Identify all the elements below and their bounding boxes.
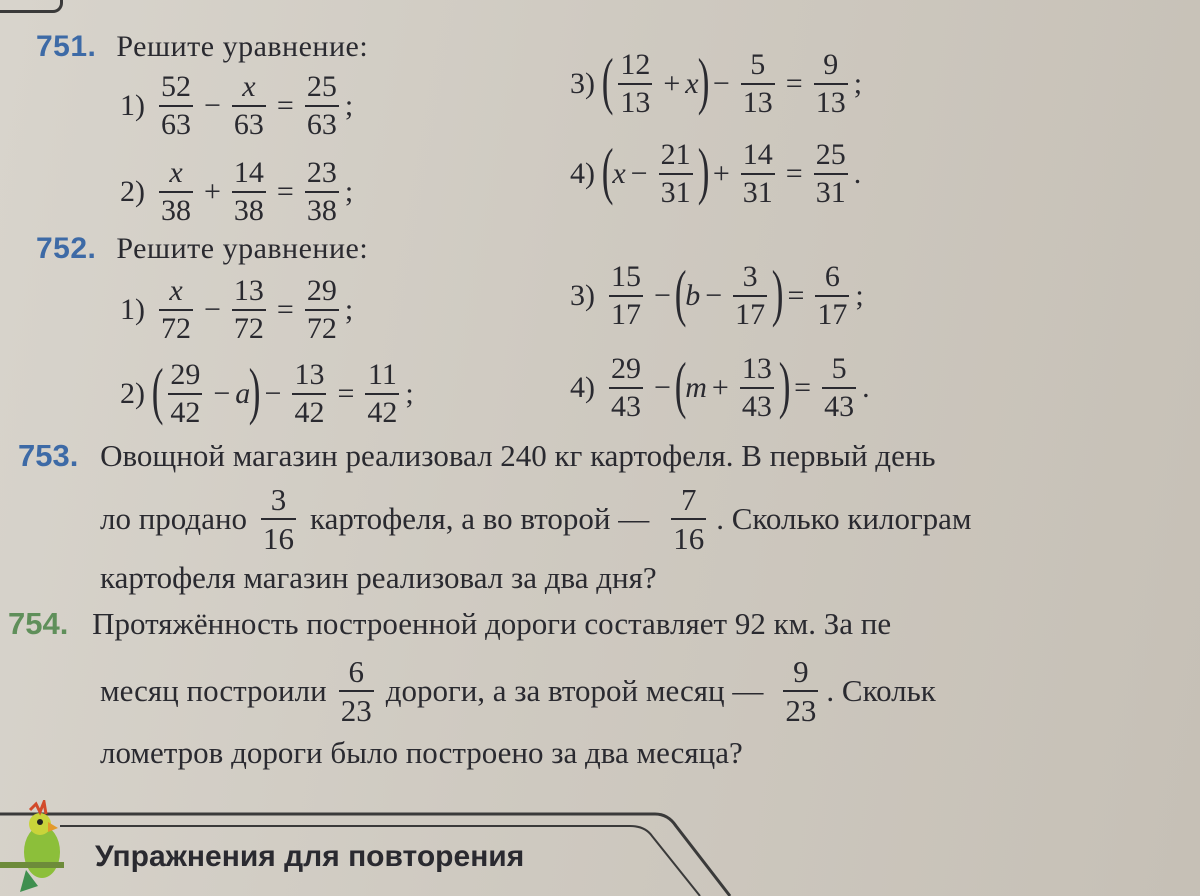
eq-752-1 [120,276,353,344]
exercise-751-header [36,30,368,64]
equals: = [276,89,294,122]
problem-text: . Сколько килограм [716,501,972,536]
problem-text: Овощной магазин реализовал 240 кг картофеля. В первый день [100,438,936,473]
operator: + [711,371,729,404]
right-paren: ) [697,45,710,116]
problem-text: Протяжённость построенной дороги составляет 92 км. За пе [92,606,892,641]
problem-text: . Скольк [826,673,936,708]
exercise-number: 751. [36,30,97,63]
exercise-754-line2 [100,656,936,726]
eq-label: 2) [120,377,145,410]
terminator: . [853,157,862,190]
problem-text: дороги, а за второй месяц — [385,673,764,708]
right-paren: ) [697,135,710,206]
left-paren: ( [601,135,614,206]
fraction: $\frac{14}{38}$ [233,156,264,227]
fraction: $\frac{13}{72}$ [233,274,264,345]
operator: + [663,67,681,100]
terminator: ; [855,279,864,312]
right-paren: ) [771,257,784,328]
problem-text: картофеля магазин реализовал за два дня? [100,560,657,595]
equals: = [785,67,803,100]
eq-752-3 [570,257,864,331]
equals: = [337,377,355,410]
fraction: $\frac{3}{17}$ [735,260,766,331]
fraction: $\frac{9}{23}$ [785,654,817,728]
terminator: ; [853,67,863,100]
fraction: $\frac{11}{42}$ [367,358,398,429]
fraction: $\frac{25}{63}$ [306,70,337,141]
eq-751-3 [570,45,863,119]
terminator: ; [405,377,414,410]
problem-text: лометров дороги было построено за два месяца? [100,735,743,770]
fraction: $\frac{29}{42}$ [170,358,201,429]
fraction: $\frac{13}{42}$ [294,358,325,429]
operator: − [204,89,221,122]
fraction: $\frac{3}{16}$ [263,482,295,556]
eq-752-4 [570,349,870,423]
variable: m [685,371,707,404]
eq-label: 1) [120,293,145,326]
right-paren: ) [249,355,261,426]
exercise-number: 752. [36,232,97,265]
operator: − [705,279,723,312]
operator: − [213,377,231,410]
eq-751-2 [120,158,353,226]
fraction: $\frac{14}{31}$ [742,138,773,209]
fraction: $\frac{6}{17}$ [817,260,848,331]
operator: − [654,279,671,312]
exercise-753-line2 [100,484,972,554]
exercise-title: Решите уравнение: [116,30,369,63]
fraction: $\frac{5}{43}$ [824,352,855,423]
variable: a [235,377,251,410]
fraction: $\frac{x}{63}$ [233,70,264,141]
terminator: ; [344,175,354,208]
problem-text: месяц построили [100,673,327,708]
terminator: ; [344,293,354,326]
eq-label: 1) [120,89,145,122]
problem-text: картофеля, а во второй — [310,501,650,536]
top-corner-rule [0,0,63,13]
exercise-754-line3 [100,735,743,771]
operator: − [654,371,671,404]
eq-751-1 [120,72,353,140]
exercise-754-line1 [8,606,891,642]
fraction: $\frac{52}{63}$ [161,70,191,141]
exercise-number: 754. [8,606,69,641]
fraction: $\frac{29}{43}$ [611,352,641,423]
left-paren: ( [674,349,687,420]
equals: = [276,175,294,208]
fraction: $\frac{x}{72}$ [161,274,191,345]
fraction: $\frac{13}{43}$ [741,352,772,423]
fraction: $\frac{5}{13}$ [742,48,773,119]
equals: = [276,293,294,326]
fraction: $\frac{15}{17}$ [611,260,641,331]
operator: − [630,157,648,190]
eq-label: 4) [570,371,595,404]
problem-text: ло продано [100,501,248,536]
right-paren: ) [778,349,791,420]
variable: b [685,279,701,312]
variable: x [685,67,699,100]
operator: + [712,157,730,190]
eq-label: 3) [570,279,595,312]
fraction: $\frac{12}{13}$ [620,48,651,119]
terminator: . [862,371,870,404]
operator: − [712,67,730,100]
exercise-752-header [36,232,368,266]
fraction: $\frac{7}{16}$ [673,482,705,556]
fraction: $\frac{25}{31}$ [815,138,846,209]
exercise-title: Решите уравнение: [116,232,369,265]
variable: x [612,157,626,190]
fraction: $\frac{21}{31}$ [660,138,691,209]
operator: + [204,175,221,208]
terminator: ; [344,89,354,122]
fraction: $\frac{9}{13}$ [815,48,846,119]
eq-label: 2) [120,175,145,208]
operator: − [264,377,282,410]
equals: = [794,371,812,404]
fraction: $\frac{23}{38}$ [306,156,337,227]
left-paren: ( [674,257,687,328]
left-paren: ( [151,355,164,426]
section-title: Упражнения для повторения [95,840,525,873]
equals: = [785,157,803,190]
eq-label: 4) [570,157,595,190]
exercise-number: 753. [18,438,79,473]
fraction: $\frac{6}{23}$ [340,654,372,728]
eq-751-4 [570,135,862,209]
eq-label: 3) [570,67,595,100]
equals: = [787,279,805,312]
fraction: $\frac{29}{72}$ [306,274,337,345]
eq-752-2 [120,355,414,429]
left-paren: ( [601,45,614,116]
exercise-753-line3 [100,560,657,596]
exercise-753-line1 [18,438,936,474]
operator: − [204,293,221,326]
fraction: $\frac{x}{38}$ [161,156,191,227]
